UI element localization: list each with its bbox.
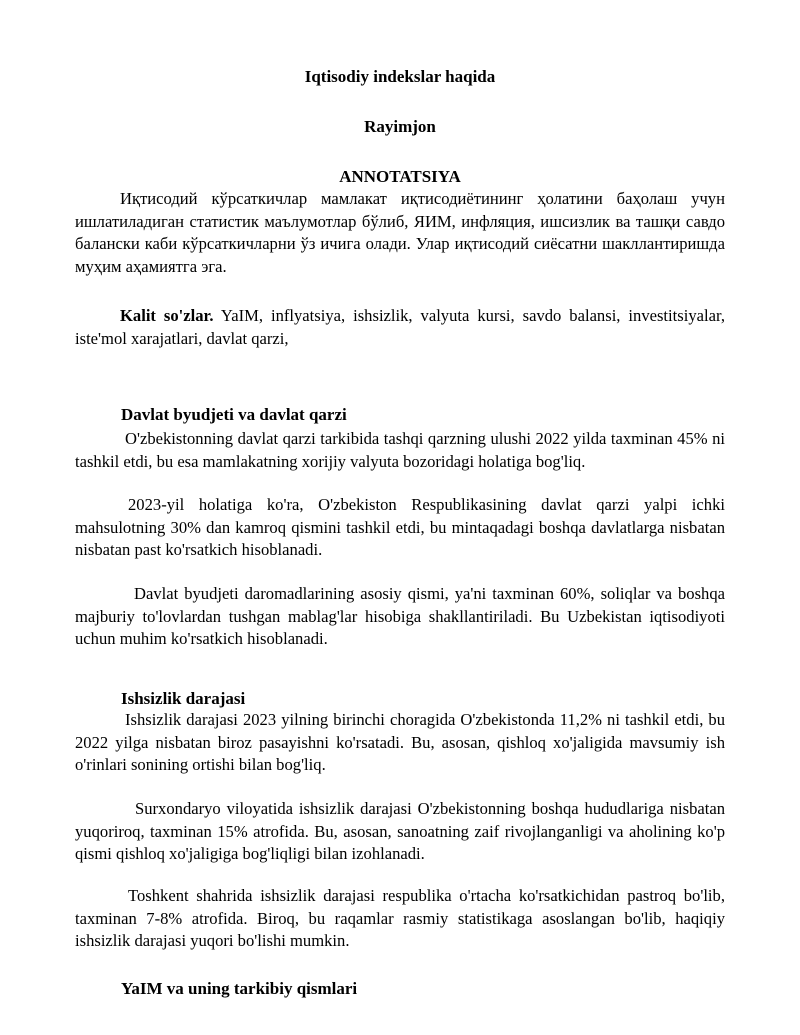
section-heading-unemployment: Ishsizlik darajasi — [121, 689, 246, 708]
annotation-heading: ANNOTATSIYA — [339, 167, 461, 186]
document-author: Rayimjon — [364, 117, 436, 136]
budget-paragraph-3: Davlat byudjeti daromadlarining asosiy qismi, ya'ni taxminan 60%, soliqlar va boshqa majburiy to'lovlardan tushgan mablag'lar hisobiga shakllantiriladi. Bu Uzbekistan iqtisodiyoti uchun muhim ko'rsatkich hisoblanadi. — [75, 584, 725, 648]
section-heading-gdp: YaIM va uning tarkibiy qismlari — [121, 979, 358, 998]
keywords-text: YaIM, inflyatsiya, ishsizlik, valyuta kursi, savdo balansi, investitsiyalar, iste'mol xarajatlari, davlat qarzi, — [75, 306, 725, 348]
annotation-text: Иқтисодий кўрсаткичлар мамлакат иқтисодиётининг ҳолатини баҳолаш учун ишлатиладиган статистик маълумотлар бўлиб, ЯИМ, инфляция, ишсизлик ва ташқи савдо балански каби кўрсаткичларни ўз ичига олади. Улар иқтисодий сиёсатни шакллантиришда муҳим аҳамиятга эга. — [75, 189, 725, 276]
annotation-paragraph — [75, 188, 725, 278]
document-title: Iqtisodiy indekslar haqida — [304, 67, 496, 86]
unemployment-paragraph-2: Surxondaryo viloyatida ishsizlik darajasi O'zbekistonning boshqa hududlariga nisbatan yuqoriroq, taxminan 15% atrofida. Bu, asosan, sanoatning zaif rivojlanganligi va aholining ko'p qismi qishloq xo'jaligiga bog'liqligi bilan izohlanadi. — [75, 799, 725, 863]
section-heading-budget: Davlat byudjeti va davlat qarzi — [121, 405, 347, 424]
budget-paragraph-1: O'zbekistonning davlat qarzi tarkibida tashqi qarzning ulushi 2022 yilda taxminan 45% ni tashkil etdi, bu esa mamlakatning xorijiy valyuta bozoridagi holatiga bog'liq. — [75, 429, 725, 471]
unemployment-paragraph-1: Ishsizlik darajasi 2023 yilning birinchi choragida O'zbekistonda 11,2% ni tashkil etdi, bu 2022 yilga nisbatan biroz pasayishni ko'rsatadi. Bu, asosan, qishloq xo'jaligida mavsumiy ish o'rinlari sonining ortishi bilan bog'liq. — [75, 710, 725, 774]
unemployment-paragraph-3: Toshkent shahrida ishsizlik darajasi respublika o'rtacha ko'rsatkichidan pastroq bo'lib, taxminan 7-8% atrofida. Biroq, bu raqamlar rasmiy statistikaga asoslangan bo'lib, haqiqiy ishsizlik darajasi yuqori bo'lishi mumkin. — [75, 886, 725, 950]
budget-paragraph-2: 2023-yil holatiga ko'ra, O'zbekiston Respublikasining davlat qarzi yalpi ichki mahsulotning 30% dan kamroq qismini tashkil etdi, bu mintaqadagi boshqa davlatlarga nisbatan nisbatan past ko'rsatkich hisoblanadi. — [75, 495, 725, 559]
keywords-label: Kalit so'zlar. — [120, 306, 214, 325]
keywords-paragraph — [75, 305, 725, 350]
